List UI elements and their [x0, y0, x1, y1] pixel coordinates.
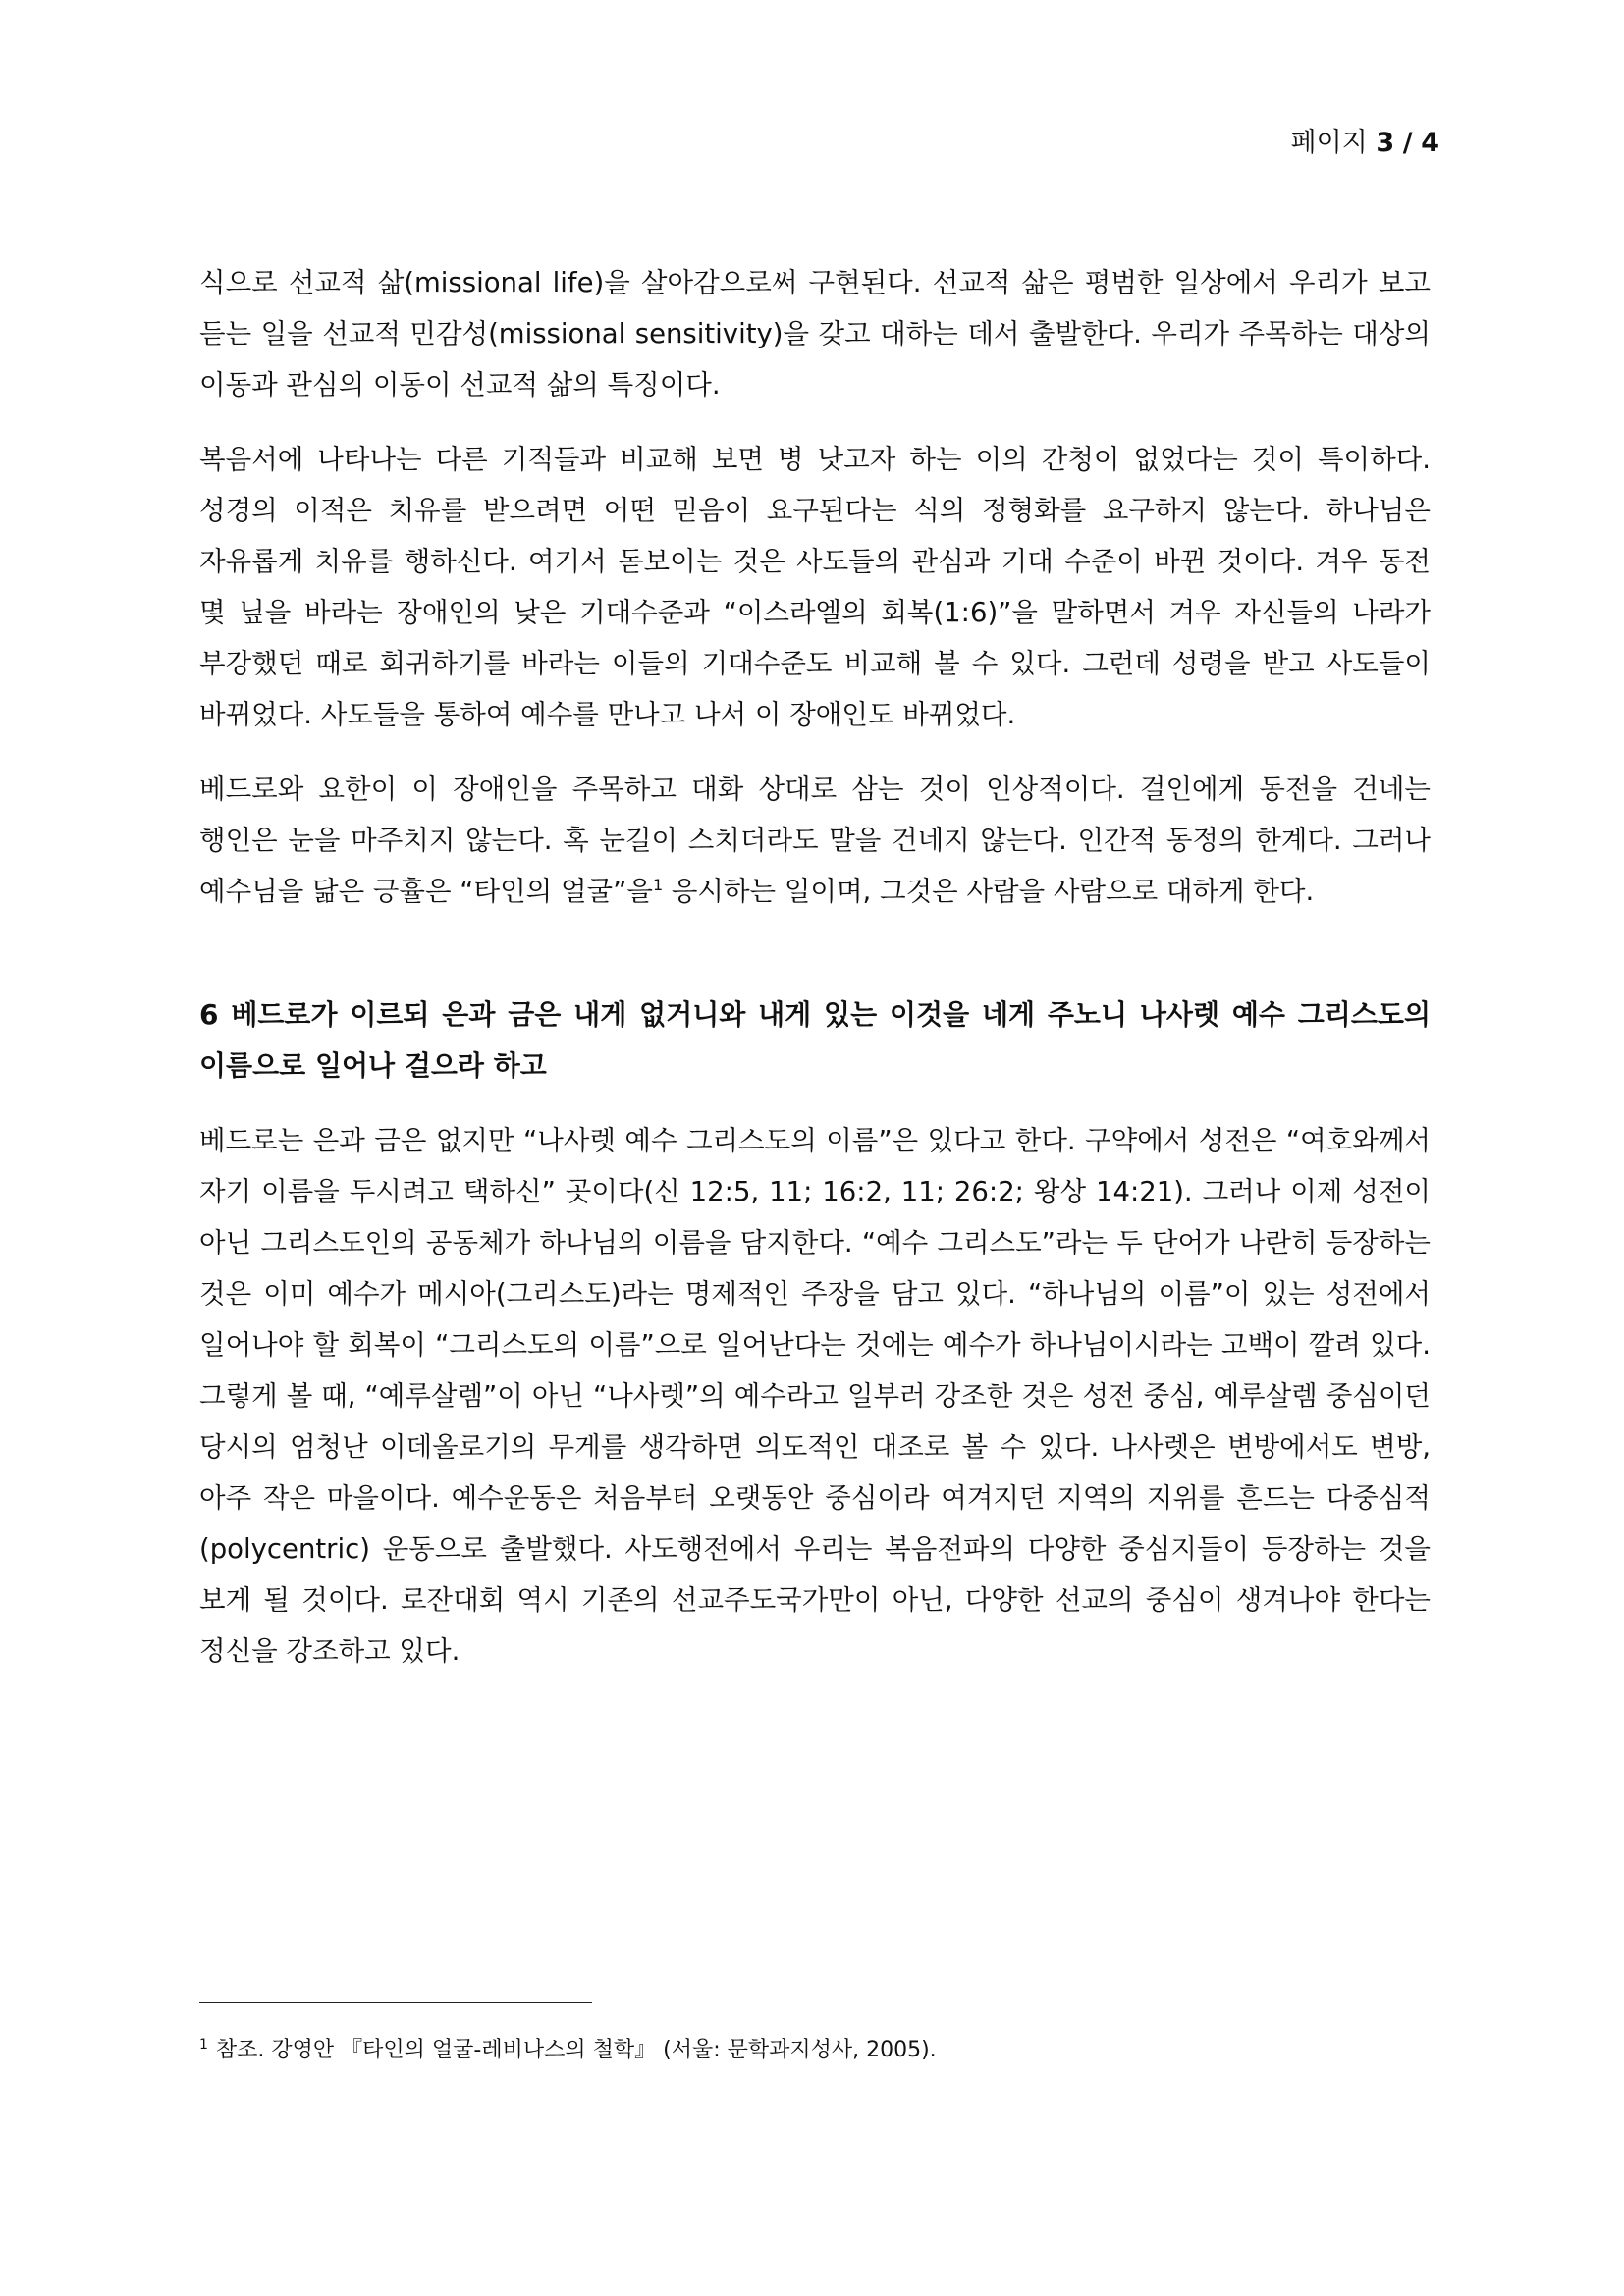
footnote-text: 참조. 강영안 『타인의 얼굴-레비나스의 철학』 (서울: 문학과지성사, 2005).	[215, 2038, 937, 2062]
body-text	[199, 257, 1431, 1700]
page-number-header	[1291, 124, 1440, 163]
footnote-mark: 1	[199, 2036, 208, 2053]
current-page-number: 3	[1376, 128, 1395, 158]
paragraph-compassion	[199, 764, 1431, 917]
footnote	[199, 2034, 1431, 2067]
total-pages-number: 4	[1421, 128, 1439, 158]
paragraph-compassion-text-1: 베드로와 요한이 이 장애인을 주목하고 대화 상대로 삼는 것이 인상적이다. 걸인에게 동전을 건네는 행인은 눈을 마주치지 않는다. 혹 눈길이 스치더라도 말을 건네지 않는다. 인간적 동정의 한계다. 그러나 예수님을 닮은 긍휼은 “타인의 얼굴”을	[199, 774, 1431, 907]
page-separator: /	[1402, 128, 1413, 158]
paragraph-name-of-jesus: 베드로는 은과 금은 없지만 “나사렛 예수 그리스도의 이름”은 있다고 한다. 구약에서 성전은 “여호와께서 자기 이름을 두시려고 택하신” 곳이다(신 12:5, 11; 16:2, 11; 26:2; 왕상 14:21). 그러나 이제 성전이 아닌 그리스도인의 공동체가 하나님의 이름을 담지한다. “예수 그리스도”라는 두 단어가 나란히 등장하는 것은 이미 예수가 메시아(그리스도)라는 명제적인 주장을 담고 있다. “하나님의 이름”이 있는 성전에서 일어나야 할 회복이 “그리스도의 이름”으로 일어난다는 것에는 예수가 하나님이시라는 고백이 깔려 있다. 그렇게 볼 때, “예루살렘”이 아닌 “나사렛”의 예수라고 일부러 강조한 것은 성전 중심, 예루살렘 중심이던 당시의 엄청난 이데올로기의 무게를 생각하면 의도적인 대조로 볼 수 있다. 나사렛은 변방에서도 변방, 아주 작은 마을이다. 예수운동은 처음부터 오랫동안 중심이라 여겨지던 지역의 지위를 흔드는 다중심적(polycentric) 운동으로 출발했다. 사도행전에서 우리는 복음전파의 다양한 중심지들이 등장하는 것을 보게 될 것이다. 로잔대회 역시 기존의 선교주도국가만이 아닌, 다양한 선교의 중심이 생겨나야 한다는 정신을 강조하고 있다.	[199, 1125, 1431, 1667]
page-label: 페이지	[1290, 128, 1368, 158]
footnote-divider	[199, 2002, 592, 2003]
paragraph-healing-miracle: 복음서에 나타나는 다른 기적들과 비교해 보면 병 낫고자 하는 이의 간청이 없었다는 것이 특이하다. 성경의 이적은 치유를 받으려면 어떤 믿음이 요구된다는 식의 정형화를 요구하지 않는다. 하나님은 자유롭게 치유를 행하신다. 여기서 돋보이는 것은 사도들의 관심과 기대 수준이 바뀐 것이다. 겨우 동전 몇 닢을 바라는 장애인의 낮은 기대수준과 “이스라엘의 회복(1:6)”을 말하면서 겨우 자신들의 나라가 부강했던 때로 회귀하기를 바라는 이들의 기대수준도 비교해 볼 수 있다. 그런데 성령을 받고 사도들이 바뀌었다. 사도들을 통하여 예수를 만나고 나서 이 장애인도 바뀌었다.	[199, 444, 1431, 730]
paragraph-compassion-text-2: 응시하는 일이며, 그것은 사람을 사람으로 대하게 한다.	[663, 876, 1315, 907]
section-heading-verse-6: 6 베드로가 이르되 은과 금은 내게 없거니와 내게 있는 이것을 네게 주노니 나사렛 예수 그리스도의 이름으로 일어나 걸으라 하고	[199, 998, 1431, 1082]
paragraph-missional-life: 식으로 선교적 삶(missional life)을 살아감으로써 구현된다. 선교적 삶은 평범한 일상에서 우리가 보고 듣는 일을 선교적 민감성(missional sensitivity)을 갖고 대하는 데서 출발한다. 우리가 주목하는 대상의 이동과 관심의 이동이 선교적 삶의 특징이다.	[199, 267, 1431, 400]
footnote-reference[interactable]: 1	[652, 875, 664, 894]
